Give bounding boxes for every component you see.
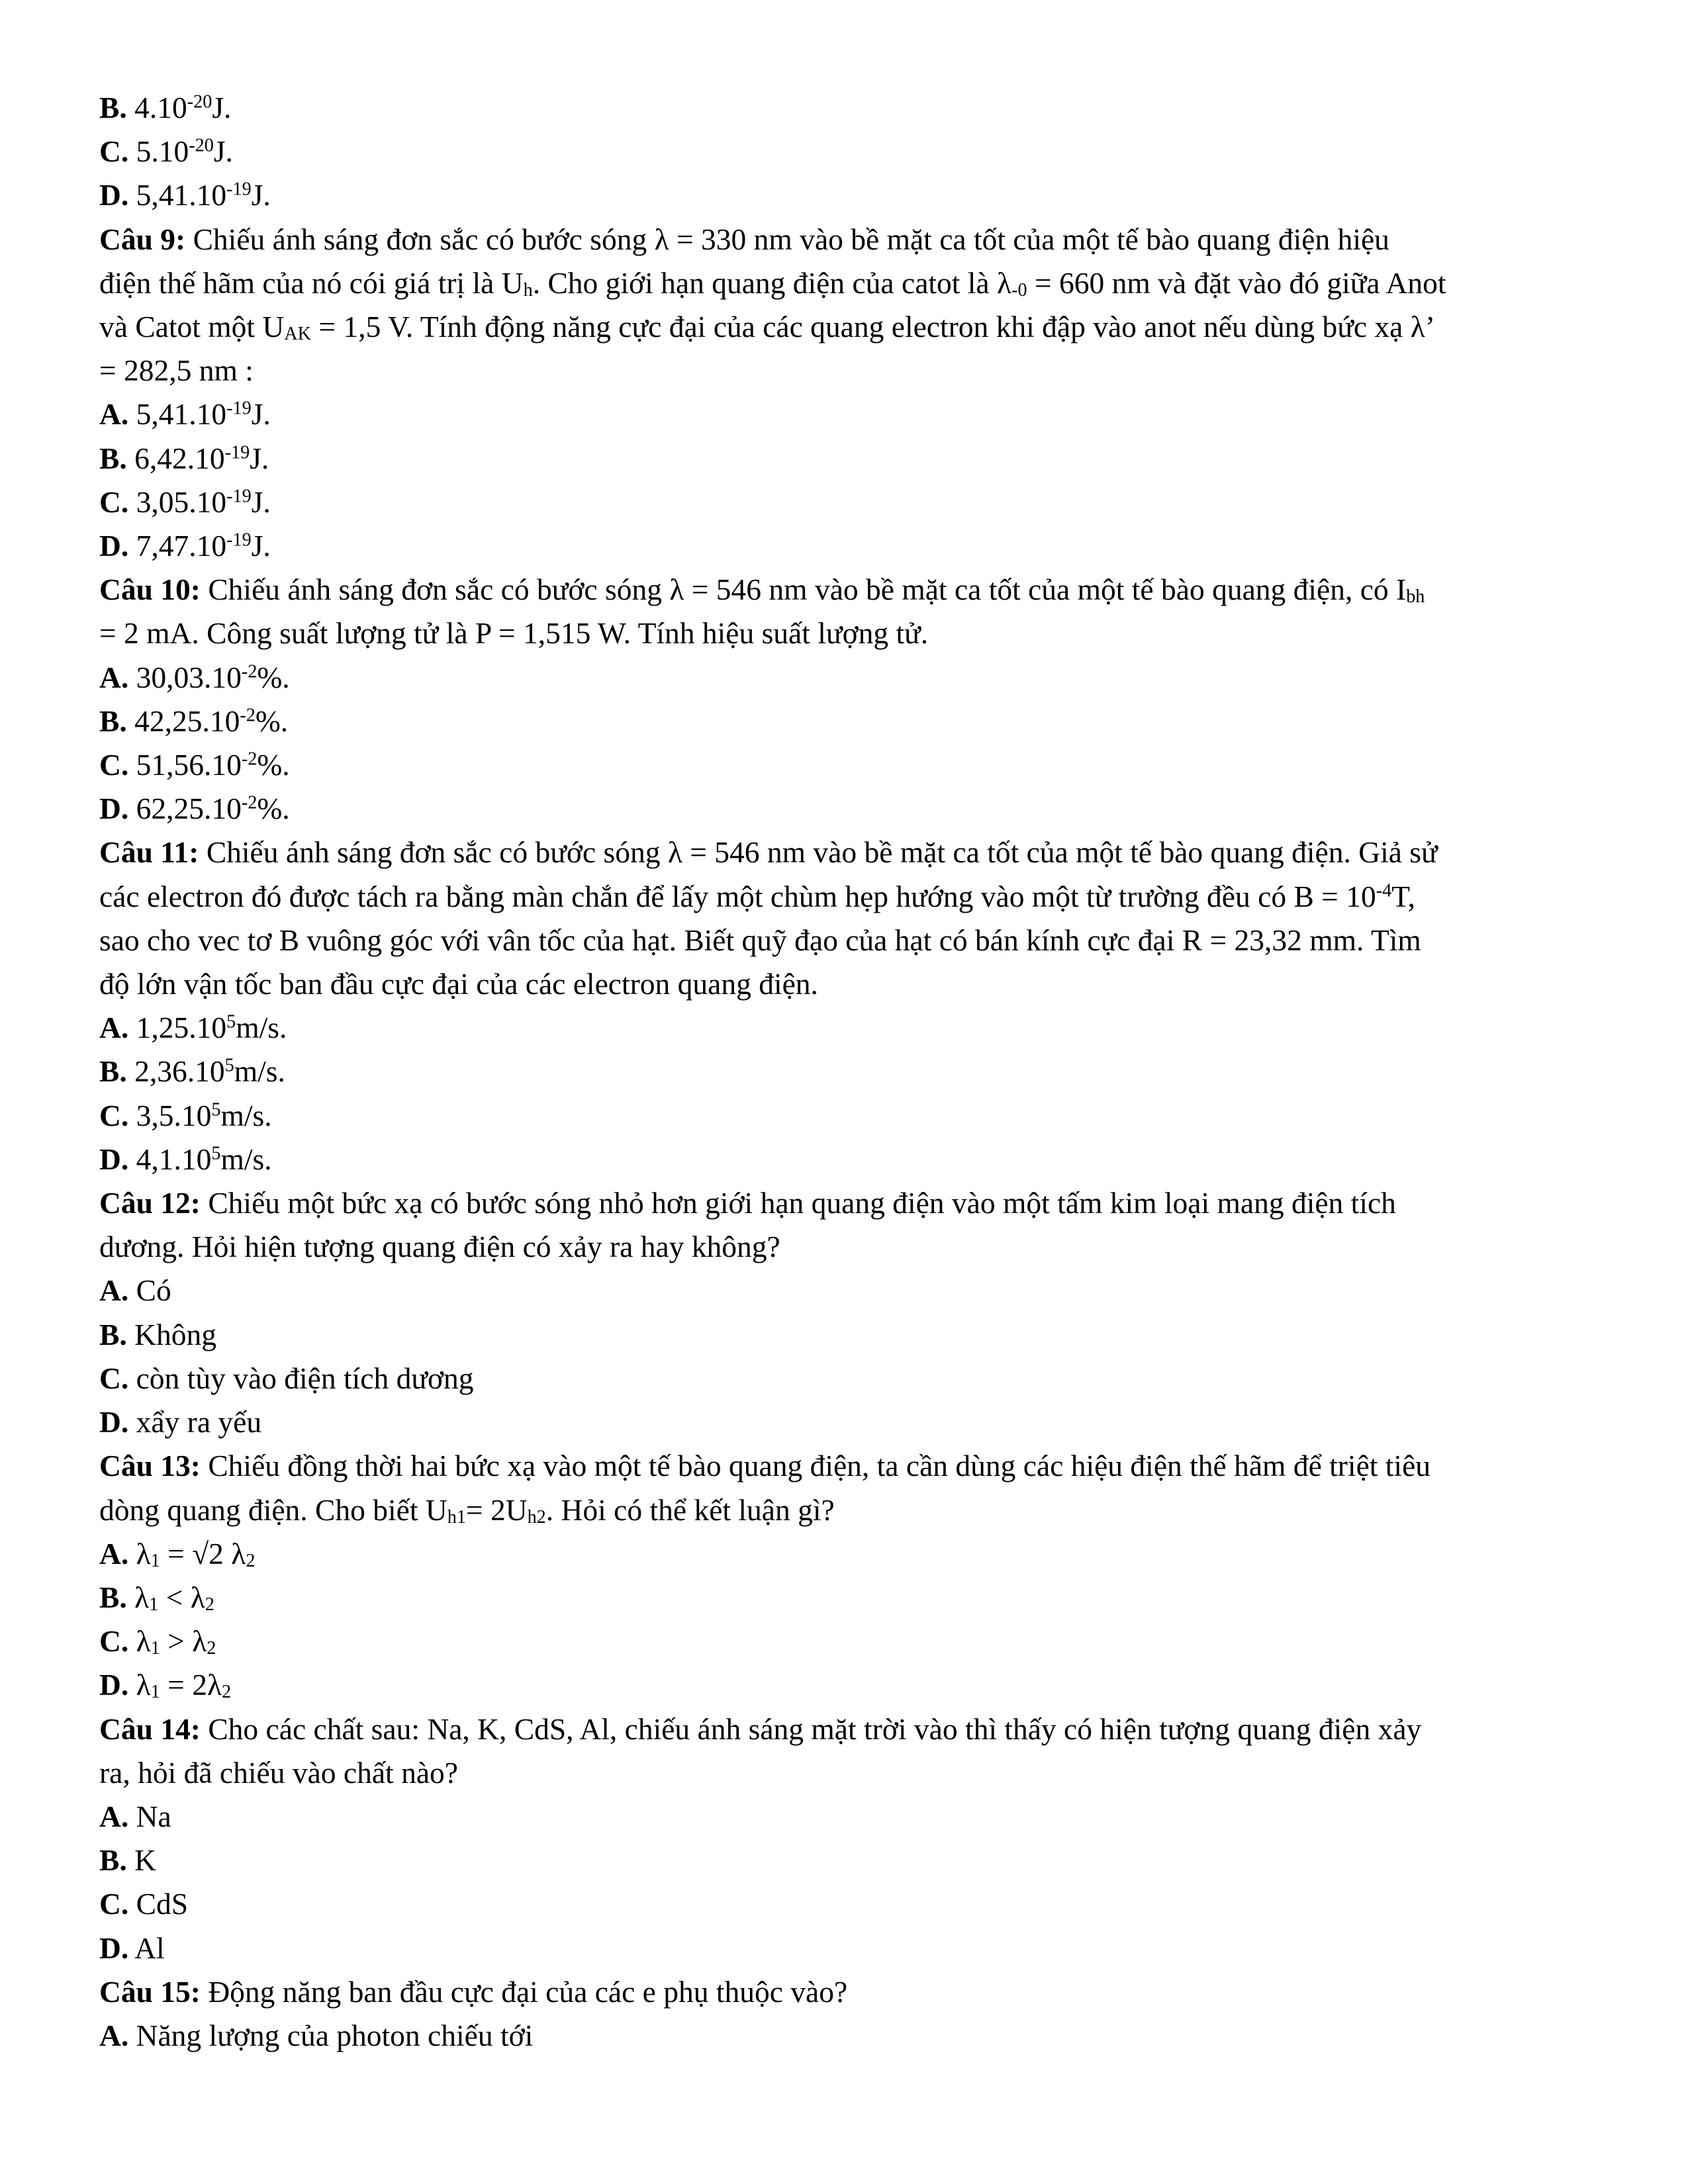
question-text: ra, hỏi đã chiếu vào chất nào? <box>99 1755 458 1790</box>
question-11-line-3 <box>99 919 1595 962</box>
question-9-line-2 <box>99 261 1595 305</box>
option-a <box>99 1269 1595 1312</box>
option-a <box>99 1532 1595 1576</box>
option-value: 5,41.10 <box>136 397 227 432</box>
option-a <box>99 392 1595 436</box>
option-text: Năng lượng của photon chiếu tới <box>128 2018 534 2052</box>
option-text: λ <box>128 1536 151 1570</box>
exponent: 5 <box>226 1011 236 1032</box>
question-text: = 282,5 nm : <box>99 353 254 388</box>
option-d <box>99 1927 1595 1970</box>
option-a <box>99 2014 1595 2058</box>
exponent: -2 <box>241 749 258 770</box>
question-text: Chiếu ánh sáng đơn sắc có bước sóng λ = 546 nm vào bề mặt ca tốt của một tế bào quang điện. Giả sử <box>199 835 1438 870</box>
exponent: -20 <box>189 135 214 156</box>
option-text: λ <box>126 1580 150 1614</box>
option-text: còn tùy vào điện tích dương <box>128 1361 474 1395</box>
option-value: 30,03.10 <box>136 660 242 694</box>
option-letter: B. <box>99 441 127 475</box>
option-text: > λ <box>160 1624 207 1659</box>
option-c <box>99 1882 1595 1926</box>
option-d <box>99 173 1595 217</box>
question-14-line-2 <box>99 1751 1595 1795</box>
subscript: 1 <box>149 1594 159 1615</box>
exponent: -2 <box>241 661 258 682</box>
unit: %. <box>257 792 290 826</box>
question-text: = 660 nm và đặt vào đó giữa Anot <box>1027 265 1446 300</box>
question-text: Chiếu ánh sáng đơn sắc có bước sóng λ = 546 nm vào bề mặt ca tốt của một tế bào quang điện, có I <box>200 572 1407 607</box>
option-b <box>99 1050 1595 1093</box>
question-label: Câu 15: <box>99 1974 201 2009</box>
option-value: 4,1.10 <box>136 1142 212 1176</box>
option-c <box>99 480 1595 524</box>
option-a <box>99 1795 1595 1839</box>
exponent: -4 <box>1376 880 1392 901</box>
question-text: Động năng ban đầu cực đại của các e phụ thuộc vào? <box>200 1974 848 2009</box>
question-text: Chiếu đồng thời hai bức xạ vào một tế bào quang điện, ta cần dùng các hiệu điện thế hãm để triệt tiêu <box>200 1449 1431 1483</box>
option-c <box>99 1094 1595 1138</box>
option-letter: A. <box>99 397 129 432</box>
subscript: h1 <box>447 1506 466 1527</box>
question-text: các electron đó được tách ra bằng màn chắn để lấy một chùm hẹp hướng vào một từ trường đều có B = 10 <box>99 879 1376 913</box>
option-value: 5.10 <box>136 134 189 169</box>
option-letter: C. <box>99 134 129 169</box>
option-letter: D. <box>99 178 129 212</box>
unit: %. <box>255 704 289 738</box>
exponent: 5 <box>211 1099 221 1120</box>
exponent: -20 <box>187 91 212 113</box>
exponent: -19 <box>224 442 250 463</box>
option-letter: B. <box>99 1843 127 1878</box>
question-label: Câu 14: <box>99 1711 201 1746</box>
option-letter: A. <box>99 1536 129 1570</box>
option-b <box>99 1313 1595 1357</box>
option-a <box>99 656 1595 700</box>
option-letter: A. <box>99 1273 129 1308</box>
option-b <box>99 1576 1595 1619</box>
question-11-line-4 <box>99 962 1595 1006</box>
option-letter: B. <box>99 1054 127 1089</box>
subscript: h <box>523 280 533 301</box>
subscript: 2 <box>222 1682 232 1703</box>
question-14-line-1 <box>99 1707 1595 1751</box>
option-letter: D. <box>99 1405 129 1439</box>
unit: J. <box>251 529 271 563</box>
option-letter: C. <box>99 1098 129 1132</box>
option-value: 4.10 <box>134 91 187 124</box>
option-c <box>99 1357 1595 1400</box>
option-letter: C. <box>99 748 129 782</box>
option-b <box>99 1839 1595 1882</box>
question-9-line-4 <box>99 349 1595 392</box>
option-letter: D. <box>99 1668 129 1702</box>
question-11-line-2 <box>99 875 1595 919</box>
unit: m/s. <box>236 1011 287 1045</box>
exponent: -19 <box>226 529 252 551</box>
option-value: 7,47.10 <box>136 529 227 563</box>
option-letter: A. <box>99 660 129 694</box>
document-page <box>99 86 1595 2058</box>
subscript: 2 <box>207 1638 216 1659</box>
option-c <box>99 743 1595 787</box>
question-12-line-1 <box>99 1181 1595 1225</box>
option-value: 1,25.10 <box>136 1011 227 1045</box>
unit: m/s. <box>220 1098 272 1132</box>
unit: %. <box>257 748 290 782</box>
option-value: 3,5.10 <box>136 1098 212 1132</box>
question-13-line-2 <box>99 1488 1595 1532</box>
question-label: Câu 13: <box>99 1449 201 1483</box>
question-9-line-1 <box>99 218 1595 261</box>
question-text: . Hỏi có thể kết luận gì? <box>545 1492 835 1527</box>
option-letter: D. <box>99 529 129 563</box>
question-text: dòng quang điện. Cho biết U <box>99 1492 447 1527</box>
option-d <box>99 524 1595 568</box>
option-letter: A. <box>99 1011 129 1045</box>
question-label: Câu 12: <box>99 1186 201 1220</box>
exponent: 5 <box>224 1055 234 1076</box>
exponent: -19 <box>226 398 252 419</box>
exponent: -2 <box>241 792 258 813</box>
option-letter: D. <box>99 1142 129 1176</box>
unit: J. <box>251 397 271 432</box>
question-label: Câu 10: <box>99 572 201 607</box>
option-value: 42,25.10 <box>134 704 240 738</box>
question-label: Câu 11: <box>99 835 199 870</box>
option-letter: C. <box>99 484 129 519</box>
question-10-line-1 <box>99 568 1595 612</box>
option-value: 6,42.10 <box>134 441 225 475</box>
question-text: = 2U <box>465 1492 528 1527</box>
option-b <box>99 86 1595 130</box>
subscript: h2 <box>527 1506 546 1527</box>
exponent: -2 <box>240 705 256 726</box>
subscript: AK <box>284 324 312 345</box>
option-letter: C. <box>99 1887 129 1921</box>
question-13-line-1 <box>99 1444 1595 1488</box>
option-c <box>99 1619 1595 1663</box>
exponent: -19 <box>226 179 252 200</box>
option-text: = 2λ <box>160 1668 222 1702</box>
unit: J. <box>213 134 233 169</box>
option-text: Na <box>128 1799 171 1833</box>
question-11-line-1 <box>99 831 1595 874</box>
unit: J. <box>212 91 232 124</box>
option-value: 51,56.10 <box>136 748 242 782</box>
option-d <box>99 787 1595 831</box>
option-letter: D. <box>99 792 129 826</box>
subscript: 2 <box>205 1594 214 1615</box>
option-letter: A. <box>99 2018 129 2052</box>
option-letter: B. <box>99 91 127 124</box>
question-text: sao cho vec tơ B vuông góc với vân tốc của hạt. Biết quỹ đạo của hạt có bán kính cực đại R = 23,32 mm. Tìm <box>99 923 1421 957</box>
option-text: Có <box>128 1273 171 1308</box>
option-d <box>99 1400 1595 1444</box>
option-text: xẩy ra yếu <box>128 1405 262 1439</box>
option-letter: C. <box>99 1624 129 1659</box>
question-text: T, <box>1391 879 1416 913</box>
subscript: bh <box>1406 586 1425 608</box>
question-15-line-1 <box>99 1970 1595 2014</box>
subscript: 1 <box>150 1550 160 1571</box>
option-b <box>99 700 1595 743</box>
option-letter: D. <box>99 1931 129 1965</box>
option-text: λ <box>128 1668 151 1702</box>
unit: m/s. <box>234 1054 285 1089</box>
option-text: Al <box>128 1931 165 1965</box>
option-letter: C. <box>99 1361 129 1395</box>
question-text: Chiếu ánh sáng đơn sắc có bước sóng λ = 330 nm vào bề mặt ca tốt của một tế bào quang điện hiệu <box>185 222 1389 256</box>
option-letter: A. <box>99 1799 129 1833</box>
option-text: λ <box>128 1624 151 1659</box>
question-text: Chiếu một bức xạ có bước sóng nhỏ hơn giới hạn quang điện vào một tấm kim loại mang điện tích <box>200 1186 1396 1220</box>
option-a <box>99 1006 1595 1050</box>
question-text: độ lớn vận tốc ban đầu cực đại của các electron quang điện. <box>99 967 818 1001</box>
option-letter: B. <box>99 1317 127 1351</box>
question-text: và Catot một U <box>99 310 285 344</box>
option-d <box>99 1663 1595 1707</box>
option-text: CdS <box>128 1887 189 1921</box>
unit: J. <box>251 484 271 519</box>
question-9-line-3 <box>99 305 1595 349</box>
unit: J. <box>251 178 271 212</box>
option-text: < λ <box>158 1580 205 1614</box>
option-text: = √2 λ <box>160 1536 246 1570</box>
unit: m/s. <box>220 1142 272 1176</box>
option-b <box>99 437 1595 480</box>
question-text: dương. Hỏi hiện tượng quang điện có xảy ra hay không? <box>99 1230 780 1264</box>
option-text: K <box>126 1843 156 1878</box>
option-value: 62,25.10 <box>136 792 242 826</box>
option-value: 5,41.10 <box>136 178 227 212</box>
question-text: = 2 mA. Công suất lượng tử là P = 1,515 W. Tính hiệu suất lượng tử. <box>99 616 929 651</box>
unit: J. <box>250 441 269 475</box>
subscript: -0 <box>1011 280 1027 301</box>
question-text: = 1,5 V. Tính động năng cực đại của các quang electron khi đập vào anot nếu dùng bức xạ λ’ <box>311 310 1435 344</box>
question-text: . Cho giới hạn quang điện của catot là λ <box>532 265 1012 300</box>
subscript: 2 <box>246 1550 256 1571</box>
option-letter: B. <box>99 704 127 738</box>
question-10-line-2 <box>99 612 1595 655</box>
option-value: 3,05.10 <box>136 484 227 519</box>
question-text: điện thế hãm của nó cói giá trị là U <box>99 265 524 300</box>
subscript: 1 <box>150 1638 160 1659</box>
option-c <box>99 130 1595 173</box>
unit: %. <box>257 660 290 694</box>
option-letter: B. <box>99 1580 127 1614</box>
option-d <box>99 1138 1595 1181</box>
subscript: 1 <box>150 1682 160 1703</box>
option-text: Không <box>126 1317 216 1351</box>
question-text: Cho các chất sau: Na, K, CdS, Al, chiếu ánh sáng mặt trời vào thì thấy có hiện tượng quang điện xảy <box>200 1711 1422 1746</box>
exponent: 5 <box>211 1143 221 1164</box>
exponent: -19 <box>226 486 252 507</box>
option-value: 2,36.10 <box>134 1054 225 1089</box>
question-12-line-2 <box>99 1225 1595 1269</box>
question-label: Câu 9: <box>99 222 186 256</box>
